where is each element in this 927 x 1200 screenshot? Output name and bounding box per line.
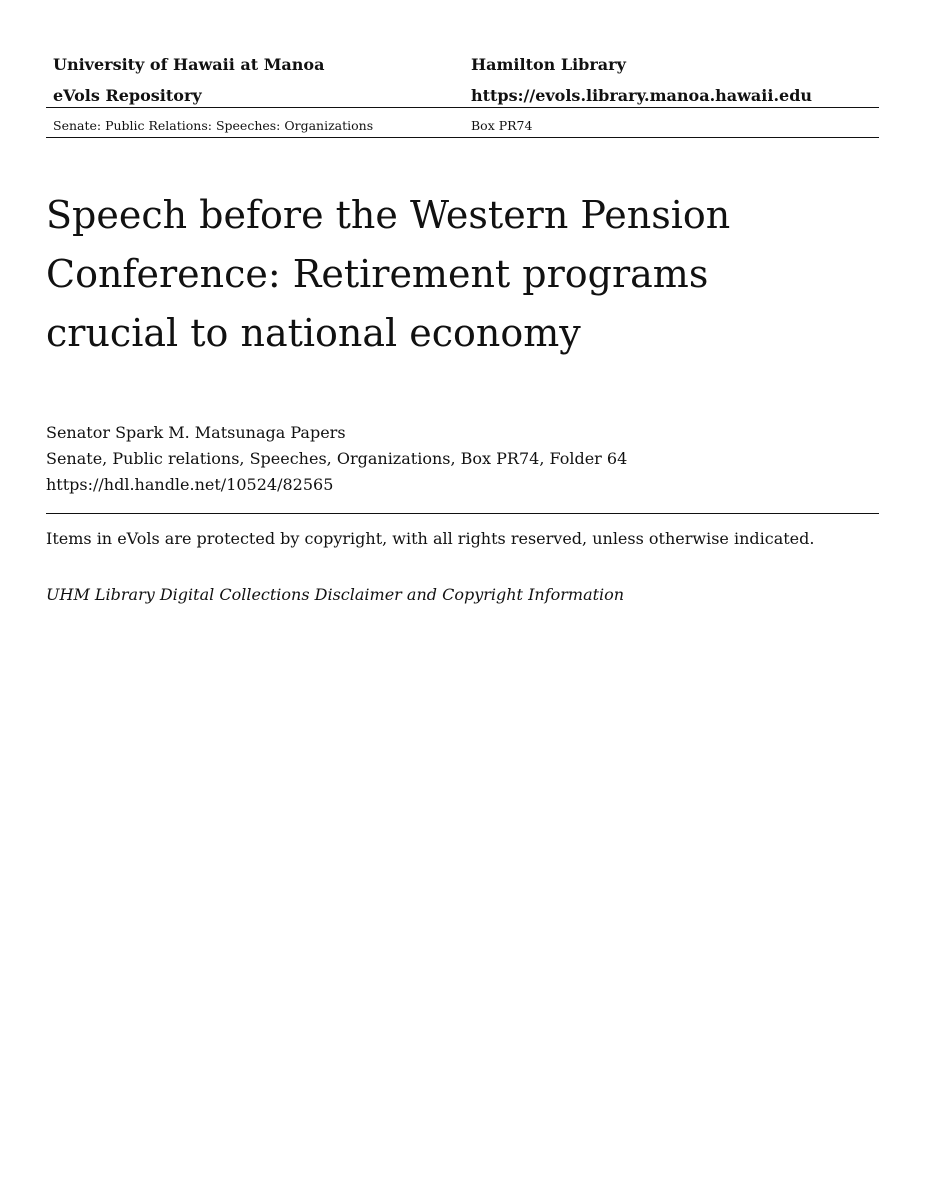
rights-statement: Items in eVols are protected by copyright, with all rights reserved, unless otherwise indicated.: [46, 529, 815, 548]
repository-url[interactable]: https://evols.library.manoa.hawaii.edu: [471, 86, 813, 105]
disclaimer-link[interactable]: UHM Library Digital Collections Disclaimer and Copyright Information: [46, 585, 625, 604]
repository-name: eVols Repository: [53, 86, 202, 105]
subheader-divider: [46, 137, 879, 138]
document-metadata: [46, 420, 627, 498]
header-table: [46, 53, 879, 138]
rights-divider: [46, 513, 879, 514]
folder-location: Senate, Public relations, Speeches, Organizations, Box PR74, Folder 64: [46, 449, 628, 468]
library-name: Hamilton Library: [471, 55, 626, 74]
handle-link[interactable]: https://hdl.handle.net/10524/82565: [46, 475, 334, 494]
institution-name: University of Hawaii at Manoa: [53, 55, 325, 74]
series-path: Senate: Public Relations: Speeches: Organizations: [53, 118, 374, 133]
collection-name: Senator Spark M. Matsunaga Papers: [46, 423, 346, 442]
document-title: Speech before the Western Pension Conference: Retirement programs crucial to national economy: [46, 193, 731, 355]
box-label: Box PR74: [471, 118, 533, 133]
header-divider: [46, 107, 879, 108]
